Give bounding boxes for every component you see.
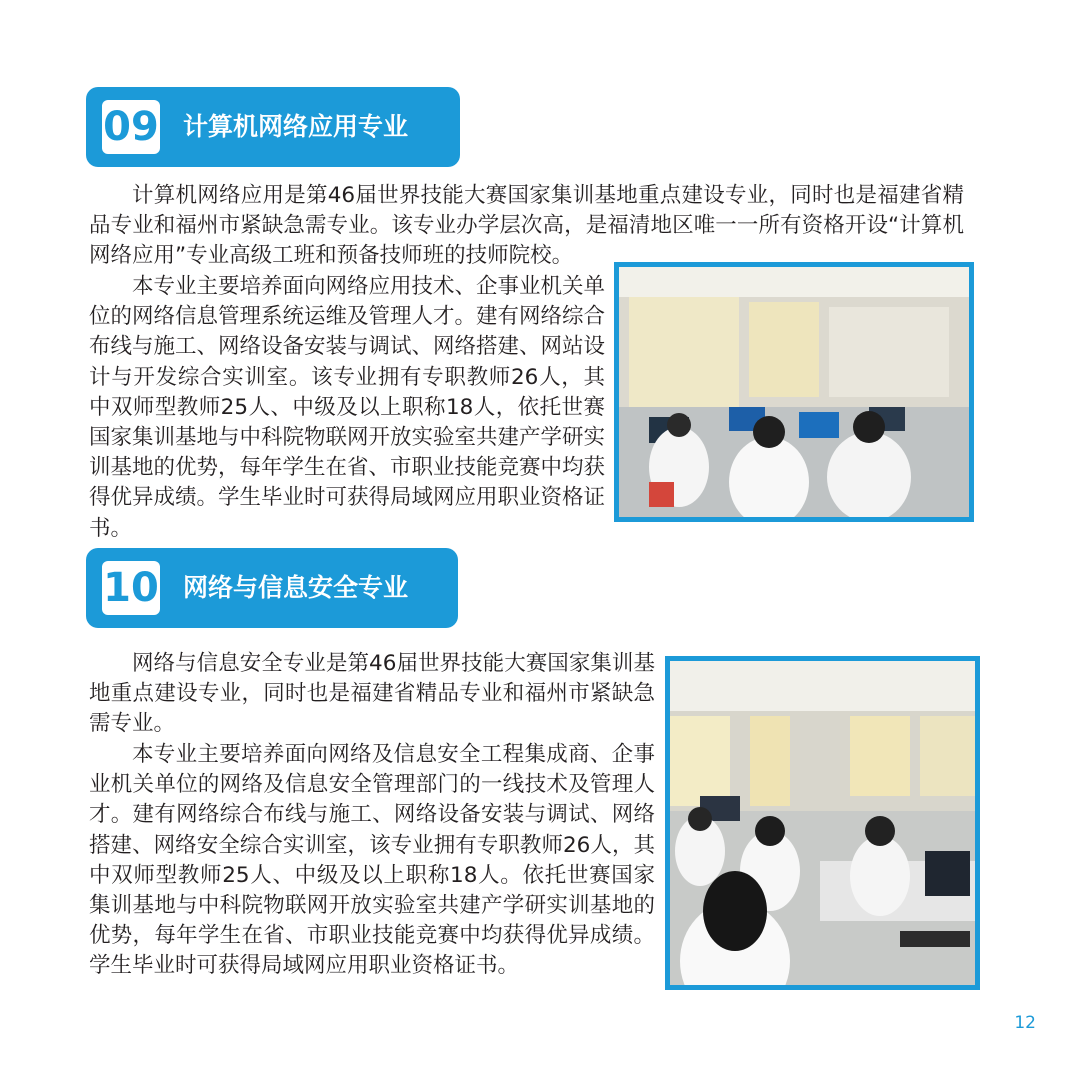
- section-number-10: 10: [102, 561, 160, 615]
- section-title-10: 网络与信息安全专业: [183, 573, 409, 602]
- computer-lab-photo-2: [665, 656, 980, 990]
- section-header-10: [86, 548, 458, 628]
- section-09-paragraph-2: 本专业主要培养面向网络应用技术、企事业机关单位的网络信息管理系统运维及管理人才。建有网络综合布线与施工、网络设备安装与调试、网络搭建、网站设计与开发综合实训室。该专业拥有专职教师26人，其中双师型教师25人、中级及以上职称18人，依托世赛国家集训基地与中科院物联网开放实验室共建产学研实训基地的优势，每年学生在省、市职业技能竞赛中均获得优异成绩。学生毕业时可获得局域网应用职业资格证书。: [89, 274, 606, 541]
- computer-lab-photo-1: [614, 262, 974, 522]
- section-10-paragraph-1: 网络与信息安全专业是第46届世界技能大赛国家集训基地重点建设专业，同时也是福建省精品专业和福州市紧缺急需专业。: [89, 651, 655, 737]
- section-title-09: 计算机网络应用专业: [183, 112, 409, 141]
- section-09-paragraph-1: 计算机网络应用是第46届世界技能大赛国家集训基地重点建设专业，同时也是福建省精品专业和福州市紧缺急需专业。该专业办学层次高，是福清地区唯一一所有资格开设“计算机网络应用”专业高级工班和预备技师班的技师院校。: [89, 183, 964, 269]
- section-10-paragraph-2: 本专业主要培养面向网络及信息安全工程集成商、企事业机关单位的网络及信息安全管理部门的一线技术及管理人才。建有网络综合布线与施工、网络设备安装与调试、网络搭建、网络安全综合实训室，该专业拥有专职教师26人，其中双师型教师25人、中级及以上职称18人。依托世赛国家集训基地与中科院物联网开放实验室共建产学研实训基地的优势，每年学生在省、市职业技能竞赛中均获得优异成绩。学生毕业时可获得局域网应用职业资格证书。: [89, 742, 655, 979]
- section-number-09: 09: [102, 100, 160, 154]
- page-number: 12: [1014, 1013, 1036, 1033]
- section-header-09: [86, 87, 460, 167]
